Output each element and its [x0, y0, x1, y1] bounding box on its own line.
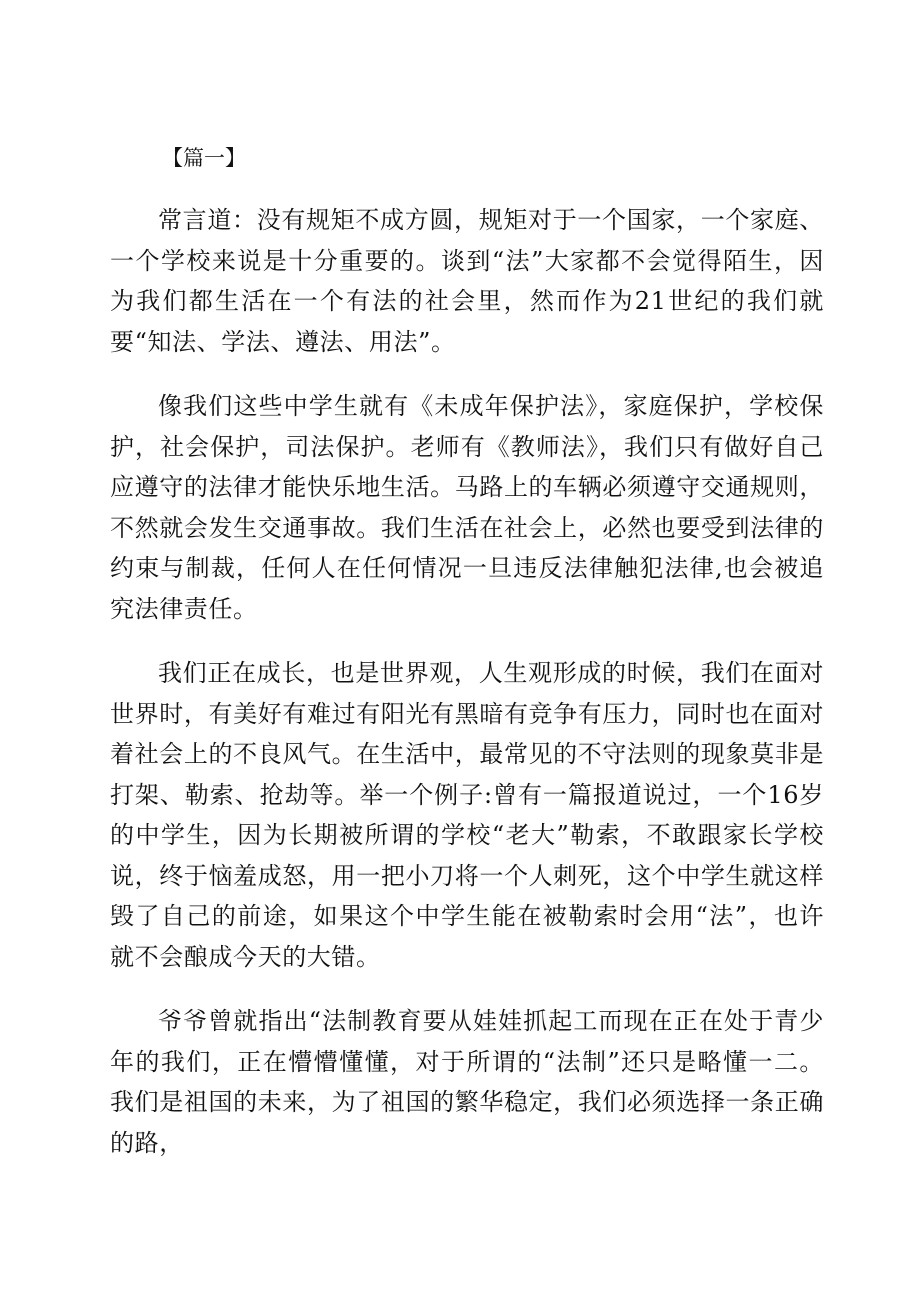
section-heading: 【篇一】: [162, 146, 246, 170]
paragraph-4: 爷爷曾就指出“法制教育要从娃娃抓起工而现在正在处于青少年的我们，正在懵懵懂懂，对于所谓的“法制”还只是略懂一二。我们是祖国的未来，为了祖国的繁华稳定，我们必须选择一条正确的路，: [110, 1007, 824, 1157]
paragraph-2: 像我们这些中学生就有《未成年保护法》，家庭保护，学校保护，社会保护，司法保护。老师有《教师法》，我们只有做好自己应遵守的法律才能快乐地生活。马路上的车辆必须遵守交通规则，不然就会发生交通事故。我们生活在社会上，必然也要受到法律的约束与制裁，任何人在任何情况一旦违反法律触犯法律,也会被追究法律责任。: [110, 392, 824, 623]
paragraph-1: 常言道：没有规矩不成方圆，规矩对于一个国家，一个家庭、一个学校来说是十分重要的。谈到“法”大家都不会觉得陌生，因为我们都生活在一个有法的社会里，然而作为21世纪的我们就要“知法、学法、遵法、用法”。: [110, 206, 824, 356]
document-body: [110, 138, 824, 1187]
paragraph-3: 我们正在成长，也是世界观，人生观形成的时候，我们在面对世界时，有美好有难过有阳光有黑暗有竞争有压力，同时也在面对着社会上的不良风气。在生活中，最常见的不守法则的现象莫非是打架、勒索、抢劫等。举一个例子:曾有一篇报道说过，一个16岁的中学生，因为长期被所谓的学校“老大”勒索，不敢跟家长学校说，终于恼羞成怒，用一把小刀将一个人刺死，这个中学生就这样毁了自己的前途，如果这个中学生能在被勒索时会用“法”，也许就不会酿成今天的大错。: [110, 659, 824, 971]
